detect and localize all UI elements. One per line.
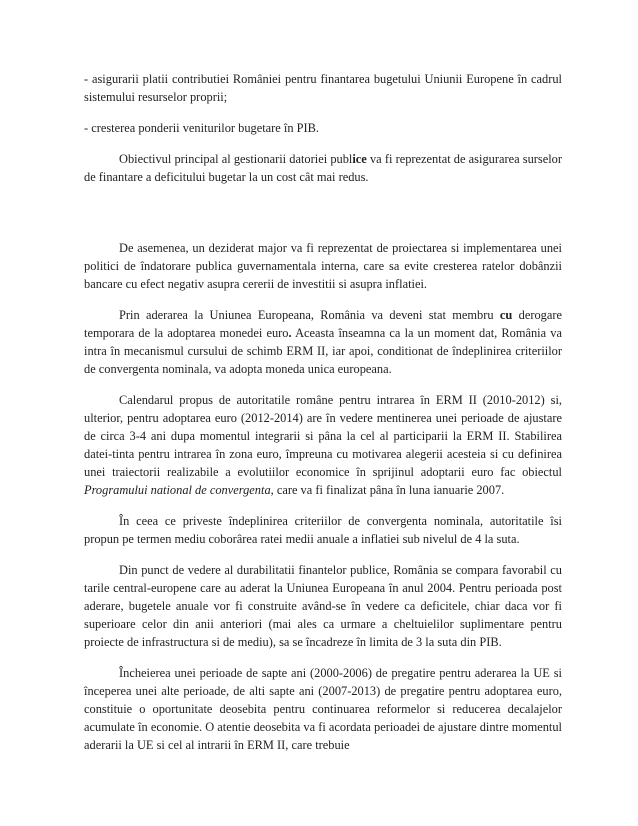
- text-run: derogare temporara de la adoptarea monedei euro: [84, 308, 563, 340]
- text-run: , care va fi finalizat pâna în luna ianuarie 2007.: [270, 483, 505, 497]
- blank-gap: [84, 199, 562, 239]
- paragraph-contributions: - asigurarii platii contributiei României pentru finantarea bugetului Uniunii Europene în cadrul sistemului resurselor proprii;: [84, 72, 562, 104]
- bold-text: .: [288, 326, 292, 340]
- paragraph-revenues: - cresterea ponderii veniturilor bugetare în PIB.: [84, 121, 319, 135]
- text-run: Obiectivul principal al gestionarii datoriei publ: [119, 152, 353, 166]
- paragraph-erm-calendar: [84, 391, 562, 499]
- paragraph-eu-accession: [84, 306, 562, 378]
- text-run: va fi reprezentat de asigurarea surselor de finantare a deficitului bugetar la un cost cât mai redus.: [84, 152, 562, 184]
- bold-text: ice: [352, 152, 367, 166]
- paragraph-public-finances: Din punct de vedere al durabilitatii finantelor publice, România se compara favorabil cu tarile central-europene care au aderat la Uniunea Europeana în anul 2004. Pentru perioada post aderare, bugetele anuale vor fi construite având-se în vedere ca deficitele, chiar daca vor fi superioare celor din anii anteriori (mai ales ca urmare a cheltuielilor suplimentare pentru proiecte de infrastructura si de mediu), sa se încadreze în limita de 3 la suta din PIB.: [84, 563, 562, 649]
- paragraph-inflation: În ceea ce priveste îndeplinirea criteriilor de convergenta nominala, autoritatile îsi propun pe termen mediu coborârea ratei medii anuale a inflatiei sub nivelul de 4 la suta.: [84, 514, 562, 546]
- text-run: Aceasta înseamna ca la un moment dat, România va intra în mecanismul cursului de schimb ERM II, iar apoi, conditionat de îndeplinirea criteriilor de convergenta nominala, va adopta moneda unica europeana.: [84, 326, 562, 376]
- bold-text: cu: [499, 308, 513, 322]
- paragraph-reforms: Încheierea unei perioade de sapte ani (2000-2006) de pregatire pentru aderarea la UE si începerea unei alte perioade, de alti sapte ani (2007-2013) de pregatire pentru adoptarea euro, constituie o oportunitate deosebita pentru continuarea reformelor si reducerea decalajelor acumulate în economie. O atentie deosebita va fi acordata perioadei de ajustare dintre momentul aderarii la UE si cel al intrarii în ERM II, care trebuie: [84, 666, 562, 752]
- paragraph-public-debt: [84, 150, 562, 186]
- document-page: [84, 70, 562, 767]
- text-run: Prin aderarea la Uniunea Europeana, România va deveni stat membru: [119, 308, 500, 322]
- text-run: Calendarul propus de autoritatile române pentru intrarea în ERM II (2010-2012) si, ulterior, pentru adoptarea euro (2012-2014) are în vedere mentinerea unei perioade de ajustare de circa 3-4 ani dupa momentul integrarii si pâna la cel al participarii la ERM II. Stabilirea datei-tinta pentru intrarea în zona euro, împreuna cu motivarea alegerii acesteia si cu definirea unei traiectorii realizabile a evolutiilor economice în sprijinul adoptarii euro fac obiectul: [84, 393, 562, 479]
- paragraph-borrowing-policy: De asemenea, un deziderat major va fi reprezentat de proiectarea si implementarea unei politici de îndatorare publica guvernamentala interna, care sa evite cresterea ratelor dobânzii bancare cu efect negativ asupra cererii de investitii si asupra inflatiei.: [84, 241, 562, 291]
- italic-text: Programului national de convergenta: [84, 483, 271, 497]
